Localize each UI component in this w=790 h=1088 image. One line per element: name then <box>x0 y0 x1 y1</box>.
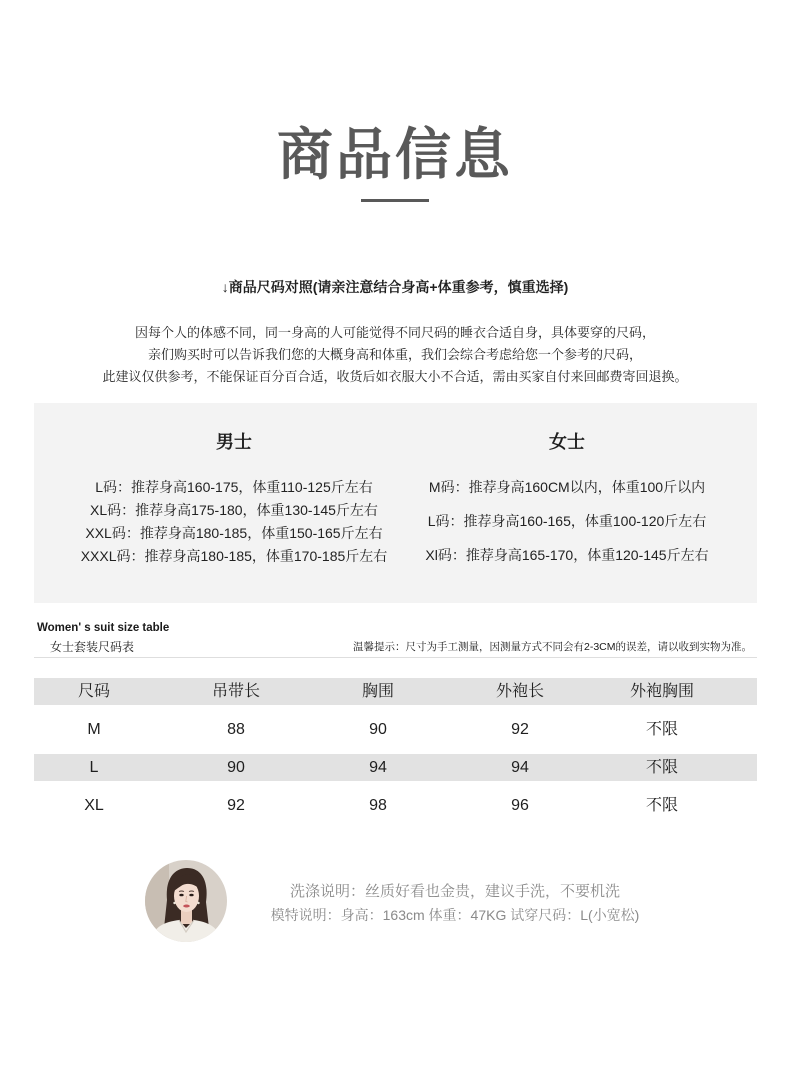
women-size-column <box>387 403 747 603</box>
title-underline <box>361 199 429 202</box>
table-cell: 90 <box>369 721 387 738</box>
men-size-column <box>34 403 434 603</box>
column-header: 外袍胸围 <box>629 683 694 700</box>
table-cell: 不限 <box>645 721 678 738</box>
model-avatar <box>145 860 227 942</box>
men-size-row: L码：推荐身高160-175，体重110-125斤左右 <box>95 479 373 495</box>
table-cell: 92 <box>511 721 529 738</box>
size-guide-panel <box>34 403 757 603</box>
men-size-list <box>34 476 434 568</box>
left-earring <box>173 902 175 904</box>
table-row <box>34 754 757 781</box>
women-size-list <box>387 470 747 572</box>
men-size-row: XL码：推荐身高175-180，体重130-145斤左右 <box>90 502 378 518</box>
table-cell: 96 <box>511 797 529 814</box>
table-row <box>34 716 757 743</box>
table-cell: 94 <box>369 759 387 776</box>
model-neck <box>181 910 192 924</box>
page-title: 商品信息 <box>277 123 513 186</box>
left-eyebrow <box>179 891 184 892</box>
column-header: 尺码 <box>77 683 110 700</box>
table-cell: 不限 <box>645 759 678 776</box>
women-size-row: M码：推荐身高160CM以内，体重100斤以内 <box>428 479 706 495</box>
size-reference-note: ↓商品尺码对照(请亲注意结合身高+体重参考，慎重选择) <box>221 279 569 295</box>
model-info: 模特说明：身高：163cm 体重：47KG 试穿尺码：L(小宽松) <box>270 907 640 923</box>
model-portrait-image <box>145 860 227 942</box>
right-eye <box>189 894 193 897</box>
column-header: 吊带长 <box>211 683 260 700</box>
intro-line: 亲们购买时可以告诉我们您的大概身高和体重，我们会综合考虑给您一个参考的尺码， <box>147 347 642 362</box>
table-cell: XL <box>84 797 104 814</box>
intro-paragraph <box>0 322 790 388</box>
wash-instructions: 洗涤说明：丝质好看也金贵，建议手洗，不要机洗 <box>289 883 620 900</box>
suit-table-title-en: Women' s suit size table <box>37 622 170 634</box>
table-cell: L <box>89 759 99 776</box>
care-and-model-notes <box>236 881 674 927</box>
table-divider <box>34 657 757 658</box>
table-cell: 94 <box>511 759 529 776</box>
table-cell: 92 <box>227 797 245 814</box>
table-row <box>34 792 757 819</box>
measurement-tip: 温馨提示：尺寸为手工测量，因测量方式不同会有2-3CM的误差，请以收到实物为准。 <box>352 641 752 653</box>
right-eyebrow <box>189 891 194 892</box>
men-heading: 男士 <box>216 432 252 452</box>
table-cell: 88 <box>227 721 245 738</box>
model-lips <box>183 905 190 908</box>
women-size-row: Xl码：推荐身高165-170，体重120-145斤左右 <box>425 547 709 563</box>
left-eye <box>179 894 183 897</box>
table-cell: 98 <box>369 797 387 814</box>
suit-table-title-cn: 女士套装尺码表 <box>50 640 135 654</box>
table-cell: M <box>87 721 101 738</box>
table-cell: 90 <box>227 759 245 776</box>
men-size-row: XXXL码：推荐身高180-185，体重170-185斤左右 <box>80 548 388 564</box>
women-size-row: L码：推荐身高160-165，体重100-120斤左右 <box>427 513 707 529</box>
column-header: 胸围 <box>361 683 394 700</box>
table-header-row <box>34 678 757 705</box>
suit-size-table <box>34 678 757 830</box>
men-size-row: XXL码：推荐身高180-185，体重150-165斤左右 <box>85 525 383 541</box>
intro-line: 因每个人的体感不同，同一身高的人可能觉得不同尺码的睡衣合适自身，具体要穿的尺码， <box>134 325 655 340</box>
column-header: 外袍长 <box>495 683 544 700</box>
table-cell: 不限 <box>645 797 678 814</box>
right-earring <box>197 902 199 904</box>
women-heading: 女士 <box>549 432 585 452</box>
intro-line: 此建议仅供参考，不能保证百分百合适，收货后如衣服大小不合适，需由买家自付来回邮费寄回退换。 <box>102 369 688 384</box>
